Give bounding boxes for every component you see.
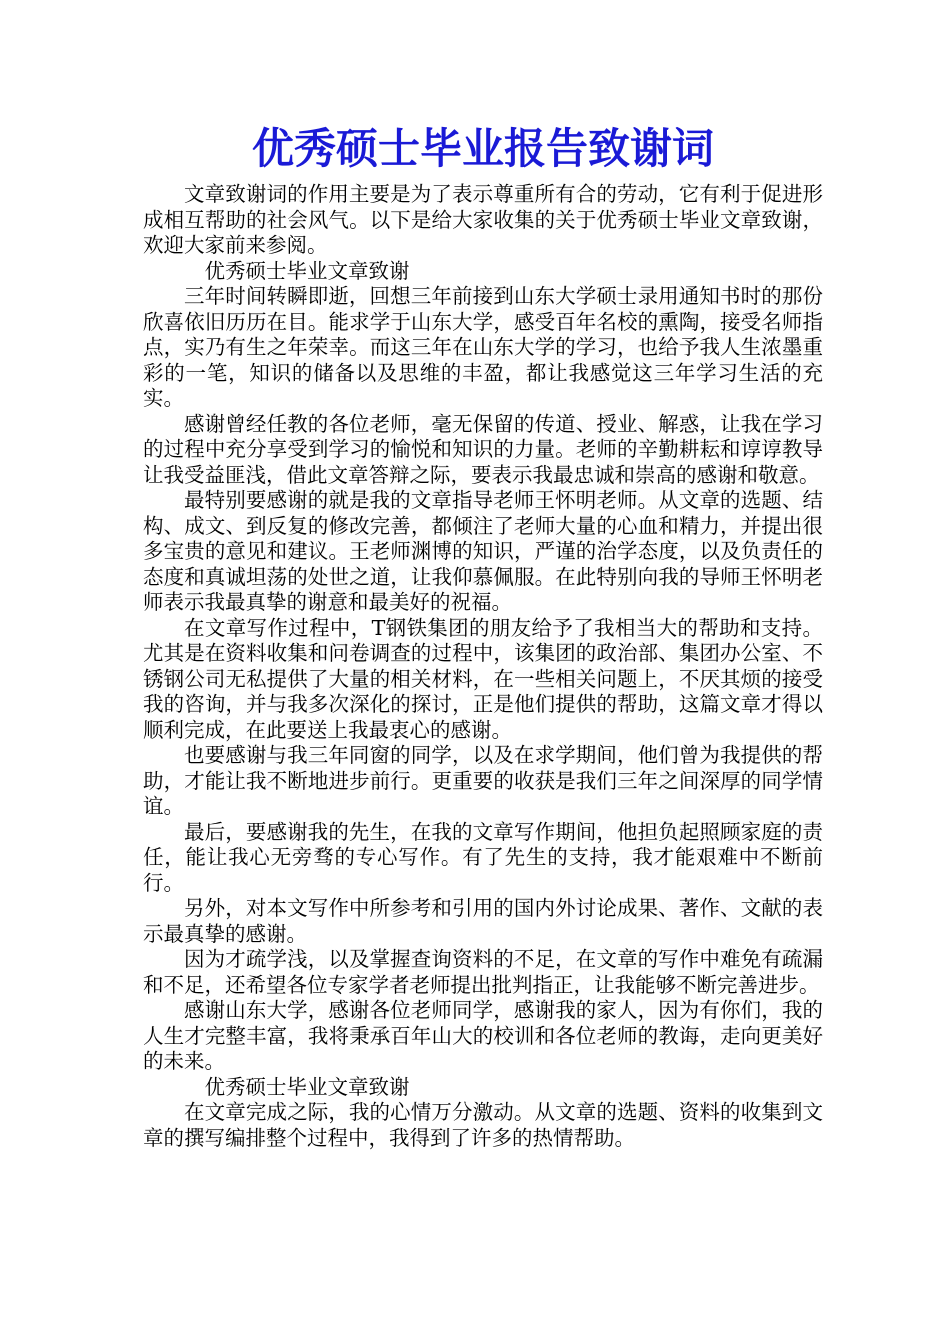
body-paragraph: 因为才疏学浅，以及掌握查询资料的不足，在文章的写作中难免有疏漏和不足，还希望各位专家学者老师提出批判指正，让我能够不断完善进步。 xyxy=(143,947,823,997)
body-paragraph: 感谢山东大学，感谢各位老师同学，感谢我的家人，因为有你们，我的人生才完整丰富，我将秉承百年山大的校训和各位老师的教诲，走向更美好的未来。 xyxy=(143,998,823,1073)
document-page xyxy=(143,118,823,1151)
body-paragraph: 在文章写作过程中，T钢铁集团的朋友给予了我相当大的帮助和支持。尤其是在资料收集和问卷调查的过程中，该集团的政治部、集团办公室、不锈钢公司无私提供了大量的相关材料，在一些相关问题上，不厌其烦的接受我的咨询，并与我多次深化的探讨，正是他们提供的帮助，这篇文章才得以顺利完成，在此要送上我最衷心的感谢。 xyxy=(143,615,823,742)
body-paragraph: 感谢曾经任教的各位老师，毫无保留的传道、授业、解惑，让我在学习的过程中充分享受到学习的愉悦和知识的力量。老师的辛勤耕耘和谆谆教导让我受益匪浅，借此文章答辩之际，要表示我最忠诚和崇高的感谢和敬意。 xyxy=(143,411,823,487)
body-paragraph: 三年时间转瞬即逝，回想三年前接到山东大学硕士录用通知书时的那份欣喜依旧历历在目。能求学于山东大学，感受百年名校的熏陶，接受名师指点，实乃有生之年荣幸。而这三年在山东大学的学习，也给予我人生浓墨重彩的一笔，知识的储备以及思维的丰盈，都让我感觉这三年学习生活的充实。 xyxy=(143,284,823,410)
document-title: 优秀硕士毕业报告致谢词 xyxy=(251,124,714,173)
body-paragraph: 最后，要感谢我的先生，在我的文章写作期间，他担负起照顾家庭的责任，能让我心无旁骛的专心写作。有了先生的支持，我才能艰难中不断前行。 xyxy=(143,819,823,895)
body-paragraph: 另外，对本文写作中所参考和引用的国内外讨论成果、著作、文献的表示最真挚的感谢。 xyxy=(143,896,823,946)
body-paragraph: 也要感谢与我三年同窗的同学，以及在求学期间，他们曾为我提供的帮助，才能让我不断地进步前行。更重要的收获是我们三年之间深厚的同学情谊。 xyxy=(143,743,823,818)
section-heading: 优秀硕士毕业文章致谢 xyxy=(204,258,410,283)
section-heading: 优秀硕士毕业文章致谢 xyxy=(204,1074,410,1099)
body-paragraph: 在文章完成之际，我的心情万分激动。从文章的选题、资料的收集到文章的撰写编排整个过程中，我得到了许多的热情帮助。 xyxy=(143,1100,823,1150)
intro-paragraph: 文章致谢词的作用主要是为了表示尊重所有合的劳动，它有利于促进形成相互帮助的社会风气。以下是给大家收集的关于优秀硕士毕业文章致谢，欢迎大家前来参阅。 xyxy=(143,182,823,257)
body-paragraph: 最特别要感谢的就是我的文章指导老师王怀明老师。从文章的选题、结构、成文、到反复的修改完善，都倾注了老师大量的心血和精力，并提出很多宝贵的意见和建议。王老师渊博的知识，严谨的治学态度，以及负责任的态度和真诚坦荡的处世之道，让我仰慕佩服。在此特别向我的导师王怀明老师表示我最真挚的谢意和最美好的祝福。 xyxy=(143,488,823,614)
